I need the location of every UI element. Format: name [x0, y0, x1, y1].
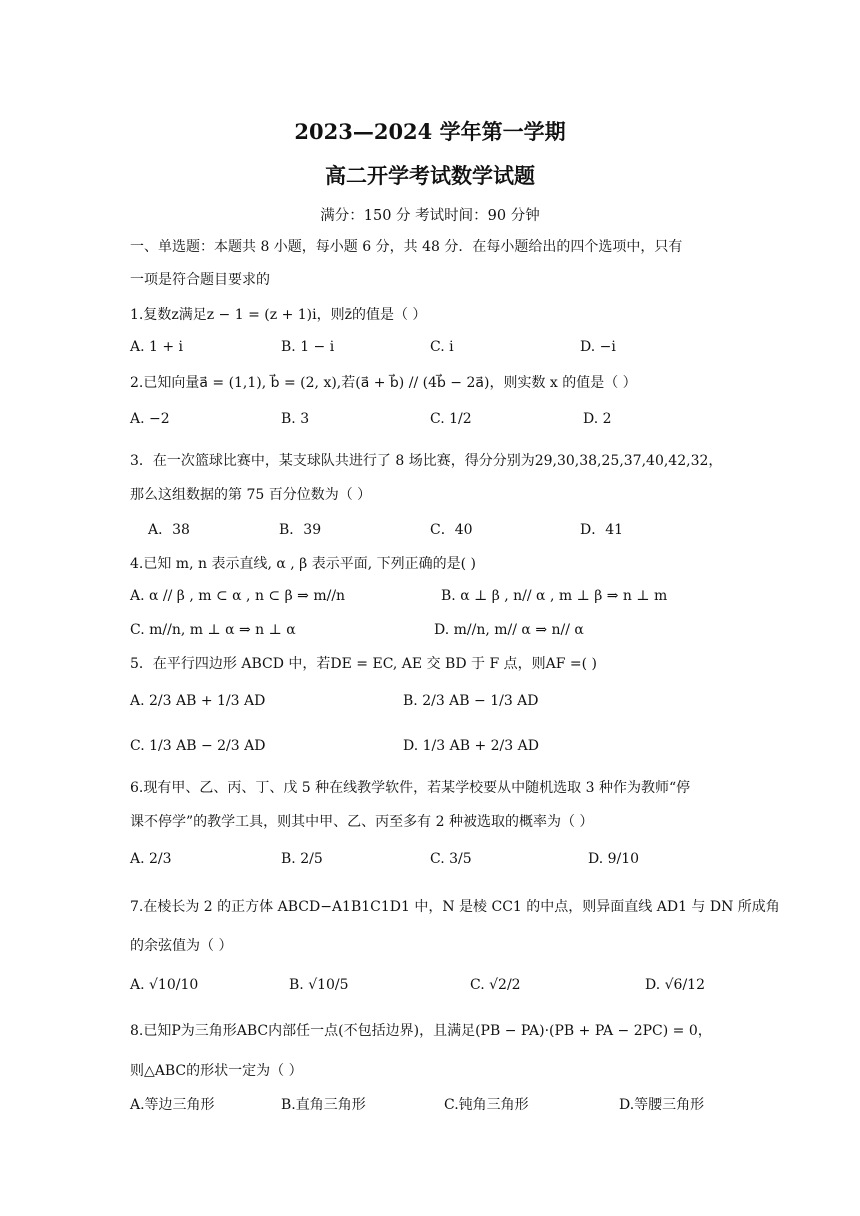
question-1-option-d: D. −i [580, 339, 616, 355]
question-6-stem-line2: 课不停学”的教学工具，则其中甲、乙、丙至多有 2 种被选取的概率为（ ） [130, 814, 594, 830]
question-3-option-b: B．39 [279, 522, 322, 538]
question-3-option-a: A．38 [148, 522, 190, 538]
question-8-stem-line2: 则△ABC的形状一定为（ ） [130, 1063, 303, 1079]
exam-subtitle: 满分：150 分 考试时间：90 分钟 [320, 208, 540, 224]
question-8-option-a: A.等边三角形 [130, 1097, 215, 1113]
question-6-option-b: B. 2/5 [281, 851, 323, 867]
question-7-stem-line2: 的余弦值为（ ） [130, 938, 233, 954]
section-instruction-line1: 一、单选题：本题共 8 小题，每小题 6 分，共 48 分．在每小题给出的四个选项中，只有 [130, 239, 683, 255]
question-3-stem-line1: 3．在一次篮球比赛中，某支球队共进行了 8 场比赛，得分分别为29,30,38,25,37,40,42,32， [130, 453, 723, 469]
question-2-option-a: A. −2 [130, 411, 170, 427]
question-3-option-d: D．41 [580, 522, 624, 538]
title-exam: 高二开学考试数学试题 [325, 163, 535, 188]
question-5-option-c: C. 1/3 AB − 2/3 AD [130, 738, 266, 754]
question-7-option-c: C. √2/2 [470, 977, 521, 993]
question-1-option-b: B. 1 − i [281, 339, 335, 355]
question-1-option-a: A. 1 + i [130, 339, 184, 355]
title-semester: 2023—2024 学年第一学期 [294, 119, 566, 144]
question-1-stem: 1.复数z满足z − 1 = (z + 1)i，则z̄的值是（ ） [130, 307, 427, 323]
question-7-option-a: A. √10/10 [130, 977, 199, 993]
question-2-option-c: C. 1/2 [430, 411, 472, 427]
question-8-option-b: B.直角三角形 [281, 1097, 366, 1113]
question-7-option-d: D. √6/12 [645, 977, 705, 993]
question-2-stem: 2.已知向量a⃗ = (1,1), b⃗ = (2, x),若(a⃗ + b⃗) // (4b⃗ − 2a⃗)，则实数 x 的值是（ ） [130, 375, 637, 391]
question-2-option-b: B. 3 [281, 411, 310, 427]
question-5-option-d: D. 1/3 AB + 2/3 AD [403, 738, 539, 754]
question-8-option-c: C.钝角三角形 [444, 1097, 529, 1113]
question-6-stem-line1: 6.现有甲、乙、丙、丁、戊 5 种在线教学软件，若某学校要从中随机选取 3 种作为教师“停 [130, 780, 691, 796]
question-3-option-c: C．40 [430, 522, 473, 538]
question-5-option-a: A. 2/3 AB + 1/3 AD [130, 693, 266, 709]
question-5-option-b: B. 2/3 AB − 1/3 AD [403, 693, 539, 709]
question-6-option-d: D. 9/10 [588, 851, 640, 867]
question-1-option-c: C. i [430, 339, 454, 355]
question-4-stem: 4.已知 m, n 表示直线, α , β 表示平面, 下列正确的是( ) [130, 556, 476, 572]
question-4-option-a: A. α // β , m ⊂ α , n ⊂ β ⇒ m//n [130, 588, 346, 604]
question-6-option-c: C. 3/5 [430, 851, 472, 867]
question-7-stem-line1: 7.在棱长为 2 的正方体 ABCD−A1B1C1D1 中，N 是棱 CC1 的中点，则异面直线 AD1 与 DN 所成角 [130, 899, 780, 915]
question-7-option-b: B. √10/5 [289, 977, 349, 993]
question-3-stem-line2: 那么这组数据的第 75 百分位数为（ ） [130, 487, 372, 503]
question-2-option-d: D. 2 [583, 411, 612, 427]
question-8-option-d: D.等腰三角形 [619, 1097, 705, 1113]
question-4-option-c: C. m//n, m ⊥ α ⇒ n ⊥ α [130, 622, 296, 638]
question-4-option-d: D. m//n, m// α ⇒ n// α [434, 622, 584, 638]
question-6-option-a: A. 2/3 [130, 851, 172, 867]
question-5-stem: 5．在平行四边形 ABCD 中，若DE = EC, AE 交 BD 于 F 点，则AF =( ) [130, 656, 597, 672]
question-8-stem-line1: 8.已知P为三角形ABC内部任一点(不包括边界)，且满足(PB − PA)·(PB + PA − 2PC) = 0， [130, 1023, 712, 1039]
question-4-option-b: B. α ⊥ β , n// α , m ⊥ β ⇒ n ⊥ m [441, 588, 668, 604]
section-instruction-line2: 一项是符合题目要求的 [130, 272, 270, 288]
